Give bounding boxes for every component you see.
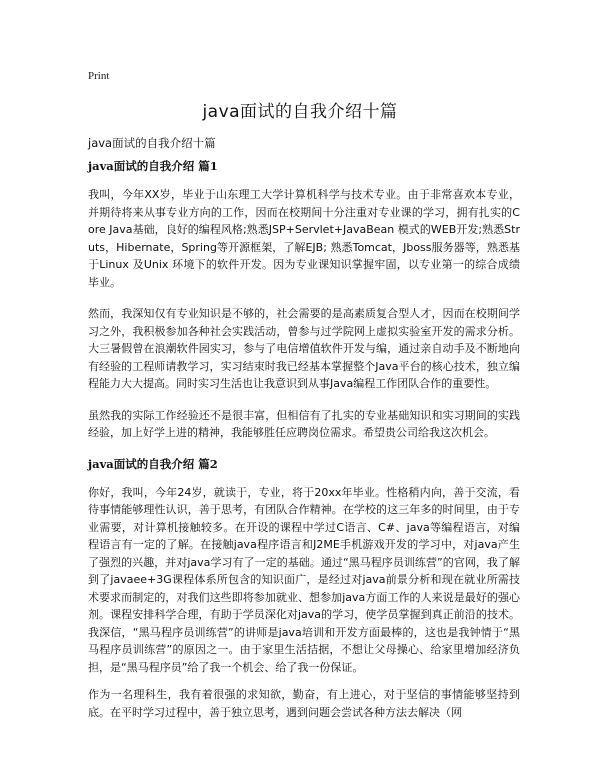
document-subtitle: java面试的自我介绍十篇 xyxy=(88,136,216,150)
paragraph: 作为一名理科生，我有着很强的求知欲，勤奋，有上进心，对于坚信的事情能够坚持到底。在平时学习过程中，善于独立思考，遇到问题会尝试各种方法去解决（网 xyxy=(88,688,520,719)
section-heading-2: java面试的自我介绍 篇2 xyxy=(88,456,218,471)
paragraph: 你好，我叫，今年24岁，就读于，专业，将于20xx年毕业。性格稍内向，善于交流，看待事情能够理性认识，善于思考，有团队合作精神。在学校的这三年多的时间里，由于专业需要，对计算机接触较多。在开设的课程中学过C语言、C#、java等编程语言，对编程语言有一定的了解。在接触java程序语言和J2ME手机游戏开发的学习中，对java产生了强烈的兴趣，并对java学习有了一定的基础。通过“黑马程序员训练营”的官网，我了解到了javaee+3G课程体系所包含的知识面广，是经过对java前景分析和现在就业所需技术要求而制定的，对我们这些即将参加就业、想参加java方面工作的人来说是最好的强心剂。课程安排科学合理，有助于学员深化对java的学习，使学员掌握到真正前沿的技术。我深信，“黑马程序员训练营”的讲师是java培训和开发方面最棒的，这也是我钟情于“黑马程序员训练营”的原因之一。由于家里生活拮据，不想让父母操心、给家里增加经济负担，是“黑马程序员”给了我一个机会、给了我一份保证。 xyxy=(88,485,520,674)
page-title: java面试的自我介绍十篇 xyxy=(202,102,398,122)
paragraph: 然而，我深知仅有专业知识是不够的，社会需要的是高素质复合型人才，因而在校期间学习之外，我积极参加各种社会实践活动，曾参与过学院网上虚拟实验室开发的需求分析。大三暑假曾在浪潮软件园实习，参与了电信增值软件开发与编，通过亲自动手及不断地向有经验的工程师请教学习，实习结束时我已经基本掌握整个Java平台的核心技术，独立编程能力大大提高。同时实习生活也让我意识到从事Java编程工作团队合作的重要性。 xyxy=(88,307,520,390)
document-body xyxy=(88,158,520,735)
print-label: Print xyxy=(88,70,110,82)
section-heading-1: java面试的自我介绍 篇1 xyxy=(88,159,218,173)
paragraph: 虽然我的实际工作经验还不是很丰富，但相信有了扎实的专业基础知识和实习期间的实践经验，加上好学上进的精神，我能够胜任应聘岗位需求。希望贵公司给我这次机会。 xyxy=(88,408,520,439)
paragraph: 我叫，今年XX岁，毕业于山东理工大学计算机科学与技术专业。由于非常喜欢本专业，并期待将来从事专业方向的工作，因而在校期间十分注重对专业课的学习，拥有扎实的Core Java基础，良好的编程风格;熟悉JSP+Servlet+JavaBean 模式的WEB开发;熟悉Struts，Hibernate，Spring等开源框架，了解EJB; 熟悉Tomcat，Jboss服务器等，熟悉基于Linux 及Unix 环境下的软件开发。因为专业课知识掌握牢固，以专业第一的综合成绩毕业。 xyxy=(88,188,520,289)
